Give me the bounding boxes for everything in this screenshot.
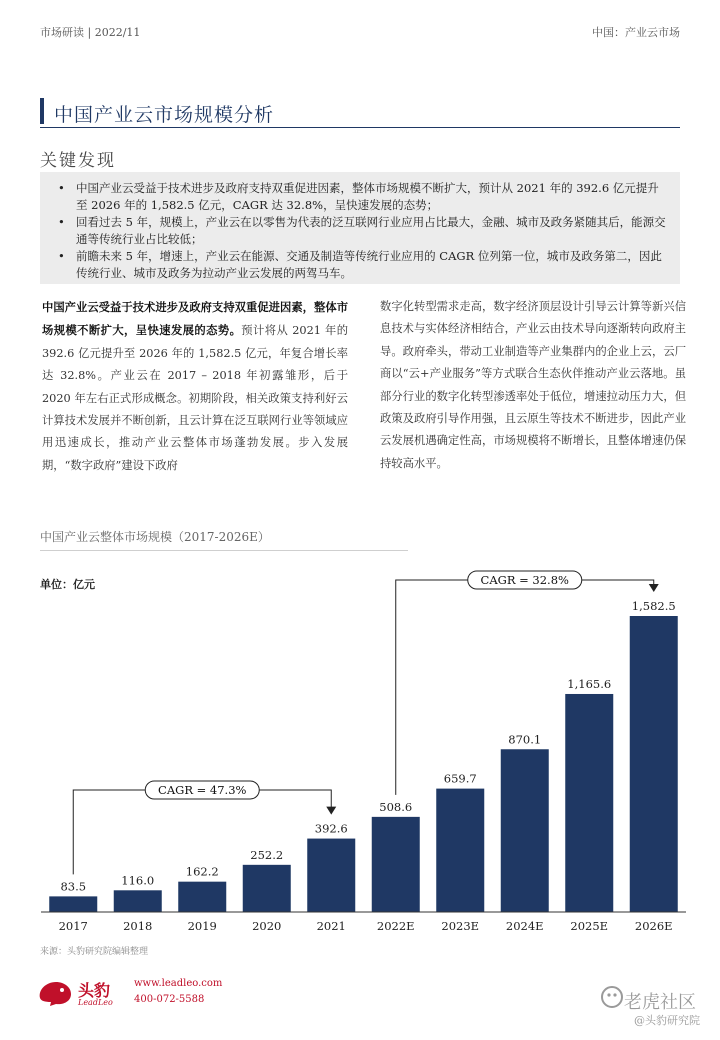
data-label-2026E: 1,582.5 — [631, 599, 676, 613]
bar-2018 — [114, 890, 162, 912]
footer-logo-area — [36, 976, 236, 1010]
key-finding-item — [58, 248, 668, 281]
watermark-sub: @头豹研究院 — [634, 1014, 700, 1027]
key-finding-item — [58, 180, 668, 213]
footer-brand-sub: LeadLeo — [78, 998, 113, 1007]
section-title-row — [40, 96, 680, 128]
cagr-bracket-right — [259, 790, 331, 809]
x-tick-2023E: 2023E — [441, 919, 480, 933]
bullet-icon: • — [58, 181, 65, 195]
bar-2019 — [178, 882, 226, 912]
cagr-arrow-icon — [649, 584, 659, 592]
bar-2024E — [501, 749, 549, 912]
body-left-text: 预计将从 2021 年的 392.6 亿元提升至 2026 年的 1,582.5 亿元，年复合增长率达 32.8%。产业云在 2017 – 2018 年初露雏形，后于 2020 年左右正式形成概念。初期阶段，相关政策支持利好云计算技术发展并不断创新，且云计算在泛互联网行业等领域应用迅速成长，推动产业云整体市场蓬勃发展。步入发展期，“数字政府”建设下政府 — [42, 324, 348, 472]
data-label-2024E: 870.1 — [508, 732, 542, 747]
x-tick-2024E: 2024E — [505, 919, 544, 933]
cagr-bracket-left — [396, 580, 468, 795]
x-tick-2022E: 2022E — [376, 919, 415, 933]
watermark-main: 老虎社区 — [624, 992, 696, 1013]
bar-2025E — [565, 694, 613, 912]
bar-2021 — [307, 839, 355, 912]
x-tick-2025E: 2025E — [570, 919, 609, 933]
key-finding-text: 前瞻未来 5 年，增速上，产业云在能源、交通及制造等传统行业应用的 CAGR 位列第一位，城市及政务第二，因此传统行业、城市及政务为拉动产业云发展的两驾马车。 — [76, 249, 662, 280]
chart-caption: 中国产业云整体市场规模（2017-2026E） — [40, 530, 270, 544]
footer-website[interactable]: www.leadleo.com — [134, 978, 223, 989]
body-column-right: 数字化转型需求走高，数字经济顶层设计引导云计算等新兴信息技术与实体经济相结合，产业云由技术导向逐渐转向政府主导。政府牵头，带动工业制造等产业集群内的企业上云，云厂商以“云+产业服务”等方式联合生态伙伴推动产业云落地。虽部分行业的数字化转型渗透率处于低位，增速拉动压力大，但政策及政府引导作用强，且云原生等技术不断进步，因此产业云发展机遇确定性高，市场规模将不断增长，且整体增速仍保持较高水平。 — [380, 300, 686, 470]
cagr-bracket-right — [582, 580, 654, 586]
cagr-bracket-left — [73, 790, 145, 874]
x-tick-2021: 2021 — [316, 919, 346, 933]
data-label-2021: 392.6 — [314, 821, 348, 836]
data-label-2025E: 1,165.6 — [567, 676, 612, 691]
x-tick-2026E: 2026E — [634, 919, 673, 933]
key-findings-title: 关键发现 — [40, 151, 116, 171]
x-tick-2018: 2018 — [123, 919, 153, 933]
source-note: 来源：头豹研究院编辑整理 — [40, 947, 149, 957]
data-label-2019: 162.2 — [185, 864, 219, 879]
bullet-icon: • — [58, 215, 65, 229]
body-column-left — [42, 296, 348, 477]
market-size-bar-chart — [0, 560, 720, 960]
data-label-2017: 83.5 — [60, 879, 87, 894]
data-label-2020: 252.2 — [250, 847, 284, 862]
cagr-label: CAGR = 47.3% — [158, 783, 247, 797]
header-right: 中国：产业云市场 — [592, 26, 680, 39]
bar-2022E — [372, 817, 420, 912]
key-finding-item — [58, 214, 668, 247]
bar-2023E — [436, 789, 484, 912]
data-label-2022E: 508.6 — [379, 799, 413, 814]
bar-2017 — [49, 896, 97, 912]
section-title: 中国产业云市场规模分析 — [54, 104, 275, 126]
title-accent-bar — [40, 98, 44, 124]
header-left: 市场研读 | 2022/11 — [40, 26, 141, 39]
x-tick-2020: 2020 — [252, 919, 282, 933]
unit-label: 单位：亿元 — [40, 578, 95, 591]
key-finding-text: 中国产业云受益于技术进步及政府支持双重促进因素，整体市场规模不断扩大，预计从 2021 年的 392.6 亿元提升至 2026 年的 1,582.5 亿元，CAGR 达 32.8%，呈快速发展的态势； — [76, 181, 659, 212]
bar-2026E — [630, 616, 678, 912]
bullet-icon: • — [58, 249, 65, 263]
footer-brand: 头豹 — [78, 981, 111, 1000]
cagr-label: CAGR = 32.8% — [480, 573, 569, 587]
x-tick-2017: 2017 — [58, 919, 88, 933]
data-label-2018: 116.0 — [121, 873, 155, 888]
leopard-logo-icon — [36, 976, 74, 1008]
body-lead: 中国产业云受益于技术进步及政府支持双重促进因素，整体市场规模不断扩大，呈快速发展的态势。 — [42, 300, 348, 338]
x-tick-2019: 2019 — [187, 919, 217, 933]
key-findings-box — [40, 172, 680, 284]
data-label-2023E: 659.7 — [443, 771, 477, 786]
caption-divider — [40, 550, 408, 551]
cagr-arrow-icon — [326, 807, 336, 815]
bar-2020 — [243, 865, 291, 912]
key-finding-text: 回看过去 5 年，规模上，产业云在以零售为代表的泛互联网行业应用占比最大，金融、城市及政务紧随其后，能源交通等传统行业占比较低； — [76, 215, 666, 246]
watermark-logo-icon — [600, 986, 624, 1008]
footer-phone: 400-072-5588 — [134, 994, 205, 1005]
